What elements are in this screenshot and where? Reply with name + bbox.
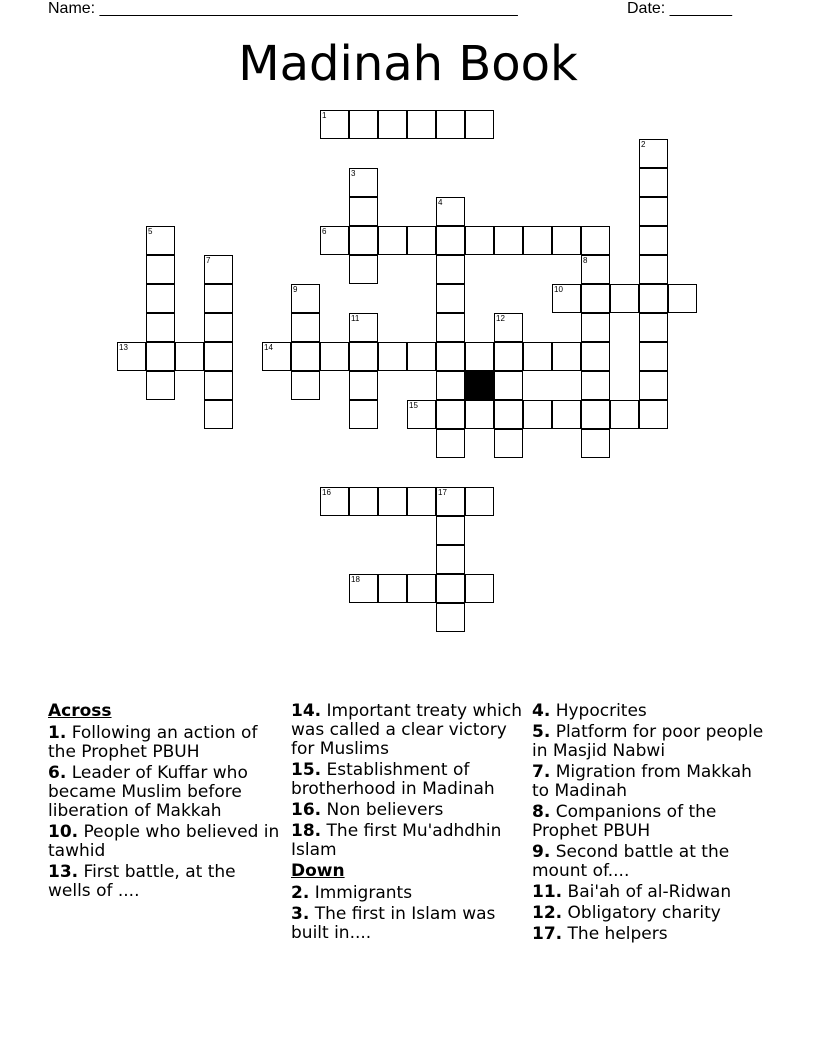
grid-cell[interactable]	[349, 574, 378, 603]
clue-number-3: 3	[351, 169, 356, 178]
grid-cell[interactable]	[204, 400, 233, 429]
page-title: Madinah Book	[238, 36, 578, 92]
grid-cell[interactable]	[552, 226, 581, 255]
grid-cell[interactable]	[320, 110, 349, 139]
clue-down-2: 2. Immigrants	[291, 883, 413, 903]
grid-cell[interactable]	[378, 487, 407, 516]
clue-down-3: 3. The first in Islam was built in....	[291, 904, 496, 943]
grid-cell[interactable]	[581, 255, 610, 284]
grid-cell[interactable]	[436, 516, 465, 545]
grid-cell[interactable]	[436, 313, 465, 342]
grid-cell[interactable]	[349, 168, 378, 197]
grid-cell[interactable]	[378, 226, 407, 255]
clue-across-15: 15. Establishment of brotherhood in Madinah	[291, 760, 495, 799]
grid-cell[interactable]	[436, 110, 465, 139]
clue-number-8: 8	[583, 256, 588, 265]
grid-cell[interactable]	[523, 342, 552, 371]
grid-cell[interactable]	[349, 342, 378, 371]
grid-cell[interactable]	[146, 371, 175, 400]
grid-cell[interactable]	[436, 226, 465, 255]
clue-number-1: 1	[322, 111, 327, 120]
grid-cell[interactable]	[407, 226, 436, 255]
clue-down-7: 7. Migration from Makkah to Madinah	[532, 762, 752, 801]
clue-down-5: 5. Platform for poor people in Masjid Nabwi	[532, 722, 764, 761]
grid-cell[interactable]	[581, 226, 610, 255]
grid-cell[interactable]	[262, 342, 291, 371]
grid-cell[interactable]	[552, 342, 581, 371]
clue-number-7: 7	[206, 256, 211, 265]
grid-cell[interactable]	[436, 487, 465, 516]
grid-cell[interactable]	[436, 400, 465, 429]
grid-cell[interactable]	[581, 313, 610, 342]
grid-cell[interactable]	[465, 342, 494, 371]
grid-cell[interactable]	[639, 284, 668, 313]
grid-cell[interactable]	[494, 429, 523, 458]
grid-cell[interactable]	[581, 371, 610, 400]
clue-across-14: 14. Important treaty which was called a clear victory for Muslims	[291, 701, 523, 759]
name-field[interactable]: Name: _______________________________________________	[48, 0, 518, 17]
grid-cell[interactable]	[552, 284, 581, 313]
grid-cell[interactable]	[436, 197, 465, 226]
grid-cell[interactable]	[349, 400, 378, 429]
grid-cell[interactable]	[146, 226, 175, 255]
grid-cell[interactable]	[349, 255, 378, 284]
clue-across-16: 16. Non believers	[291, 800, 444, 820]
grid-cell[interactable]	[639, 400, 668, 429]
grid-cell[interactable]	[465, 487, 494, 516]
clue-number-14: 14	[264, 343, 273, 352]
grid-cell[interactable]	[581, 342, 610, 371]
grid-cell[interactable]	[407, 110, 436, 139]
clue-number-4: 4	[438, 198, 443, 207]
grid-cell[interactable]	[204, 371, 233, 400]
grid-cell[interactable]	[407, 400, 436, 429]
grid-cell[interactable]	[465, 110, 494, 139]
clue-down-4: 4. Hypocrites	[532, 701, 647, 721]
across-heading: Across	[48, 701, 112, 721]
grid-cell[interactable]	[407, 574, 436, 603]
grid-cell[interactable]	[378, 342, 407, 371]
grid-cell[interactable]	[146, 284, 175, 313]
grid-cell[interactable]	[436, 284, 465, 313]
grid-cell[interactable]	[320, 487, 349, 516]
grid-cell[interactable]	[204, 255, 233, 284]
grid-cell[interactable]	[639, 342, 668, 371]
clue-down-17: 17. The helpers	[532, 924, 668, 944]
clue-across-18: 18. The first Mu'adhdhin Islam	[291, 821, 502, 860]
clue-number-18: 18	[351, 575, 360, 584]
clue-number-9: 9	[293, 285, 298, 294]
grid-cell[interactable]	[494, 400, 523, 429]
clues-column-3	[532, 702, 772, 946]
clue-number-6: 6	[322, 227, 327, 236]
clue-number-2: 2	[641, 140, 646, 149]
grid-cell[interactable]	[291, 284, 320, 313]
clue-number-17: 17	[438, 488, 447, 497]
grid-cell[interactable]	[523, 226, 552, 255]
grid-cell[interactable]	[639, 139, 668, 168]
grid-cell[interactable]	[639, 371, 668, 400]
grid-cell[interactable]	[349, 197, 378, 226]
grid-cell[interactable]	[349, 313, 378, 342]
grid-cell[interactable]	[117, 342, 146, 371]
grid-cell[interactable]	[639, 168, 668, 197]
grid-cell[interactable]	[639, 197, 668, 226]
grid-cell[interactable]	[436, 255, 465, 284]
grid-cell[interactable]	[494, 342, 523, 371]
grid-cell[interactable]	[465, 574, 494, 603]
grid-cell[interactable]	[639, 255, 668, 284]
clue-down-11: 11. Bai'ah of al-Ridwan	[532, 882, 732, 902]
clue-number-15: 15	[409, 401, 418, 410]
clues-column-2	[291, 702, 526, 945]
grid-cell[interactable]	[581, 284, 610, 313]
grid-cell[interactable]	[146, 255, 175, 284]
grid-cell[interactable]	[668, 284, 697, 313]
clue-number-10: 10	[554, 285, 563, 294]
grid-cell[interactable]	[465, 400, 494, 429]
grid-cell[interactable]	[349, 487, 378, 516]
grid-cell[interactable]	[378, 574, 407, 603]
grid-cell[interactable]	[639, 226, 668, 255]
grid-cell[interactable]	[291, 371, 320, 400]
clue-number-13: 13	[119, 343, 128, 352]
grid-cell[interactable]	[436, 545, 465, 574]
grid-cell[interactable]	[204, 313, 233, 342]
grid-cell[interactable]	[436, 429, 465, 458]
grid-cell[interactable]	[494, 371, 523, 400]
grid-cell[interactable]	[146, 313, 175, 342]
clue-across-1: 1. Following an action of the Prophet PBUH	[48, 723, 258, 762]
date-field[interactable]: Date: _______	[627, 0, 732, 17]
grid-cell[interactable]	[320, 226, 349, 255]
grid-cell[interactable]	[581, 400, 610, 429]
grid-cell[interactable]	[204, 284, 233, 313]
clue-across-10: 10. People who believed in tawhid	[48, 822, 280, 861]
clue-across-6: 6. Leader of Kuffar who became Muslim before liberation of Makkah	[48, 763, 248, 821]
grid-cell[interactable]	[349, 371, 378, 400]
grid-cell[interactable]	[436, 342, 465, 371]
clue-down-9: 9. Second battle at the mount of....	[532, 842, 730, 881]
grid-cell[interactable]	[407, 487, 436, 516]
clue-number-16: 16	[322, 488, 331, 497]
grid-cell[interactable]	[146, 342, 175, 371]
grid-cell[interactable]	[494, 313, 523, 342]
clue-number-5: 5	[148, 227, 153, 236]
grid-cell[interactable]	[349, 226, 378, 255]
grid-cell[interactable]	[436, 574, 465, 603]
clue-down-8: 8. Companions of the Prophet PBUH	[532, 802, 717, 841]
down-heading: Down	[291, 861, 345, 881]
grid-cell[interactable]	[465, 226, 494, 255]
grid-cell[interactable]	[291, 313, 320, 342]
grid-cell[interactable]	[610, 284, 639, 313]
grid-cell[interactable]	[581, 429, 610, 458]
grid-cell[interactable]	[523, 400, 552, 429]
grid-cell[interactable]	[349, 110, 378, 139]
grid-black-cell	[465, 371, 494, 400]
grid-cell[interactable]	[610, 400, 639, 429]
grid-cell[interactable]	[494, 226, 523, 255]
clue-down-12: 12. Obligatory charity	[532, 903, 721, 923]
grid-cell[interactable]	[378, 110, 407, 139]
clue-number-11: 11	[351, 314, 360, 323]
grid-cell[interactable]	[436, 371, 465, 400]
grid-cell[interactable]	[436, 603, 465, 632]
grid-cell[interactable]	[552, 400, 581, 429]
grid-cell[interactable]	[204, 342, 233, 371]
grid-cell[interactable]	[407, 342, 436, 371]
grid-cell[interactable]	[320, 342, 349, 371]
grid-cell[interactable]	[291, 342, 320, 371]
grid-cell[interactable]	[639, 313, 668, 342]
clue-number-12: 12	[496, 314, 505, 323]
clues-column-1	[48, 702, 283, 903]
grid-cell[interactable]	[175, 342, 204, 371]
clue-across-13: 13. First battle, at the wells of ....	[48, 862, 236, 901]
